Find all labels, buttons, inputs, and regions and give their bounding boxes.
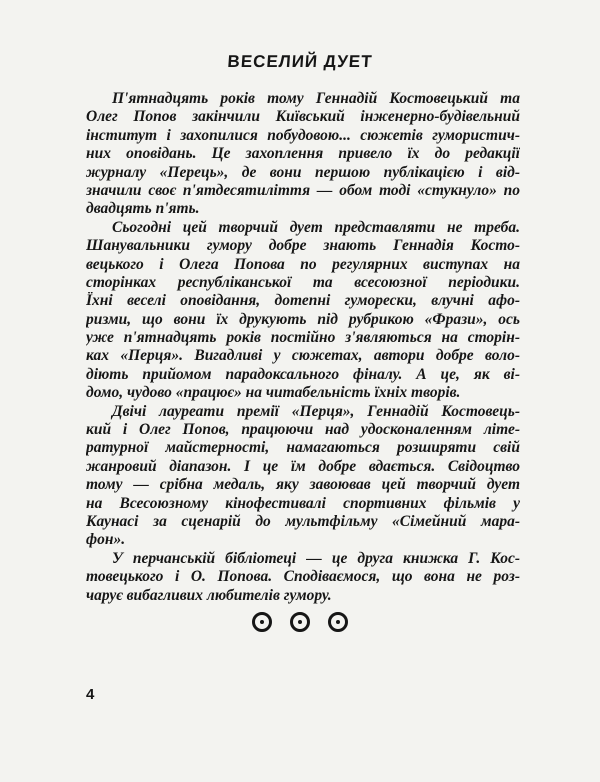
- page-title: ВЕСЕЛИЙ ДУЕТ: [226, 52, 374, 71]
- text-line: Каунасі за сценарій до мультфільму «Сімейний мара-: [86, 512, 520, 530]
- text-line: уже п'ятнадцять років постійно з'являються на сторін-: [86, 329, 520, 347]
- text-line: на Всесоюзному кінофестивалі спортивних фільмів у: [86, 494, 520, 512]
- text-line: домо, чудово «працює» на читабельність їхніх творів.: [86, 384, 461, 402]
- ring-ornament-icon: [252, 612, 272, 632]
- text-line: двадцять п'ять.: [86, 200, 200, 218]
- text-line: Шанувальники гумору добре знають Геннадія Косто-: [86, 237, 520, 255]
- text-line: діють прийомом парадоксального фіналу. А це, як ві-: [86, 365, 520, 383]
- text-line: вецького і Олега Попова по регулярних виступах на: [86, 255, 520, 273]
- text-line: Сьогодні цей творчий дует представляти не треба.: [112, 218, 520, 236]
- text-line: жанровий діапазон. І це їм добре вдається. Свідоцтво: [86, 457, 520, 475]
- text-line: ризми, що вони їх друкують під рубрикою «Фрази», ось: [86, 310, 520, 328]
- text-line: фон».: [86, 531, 126, 549]
- text-line: П'ятнадцять років тому Геннадій Костовецький та: [112, 90, 520, 107]
- text-line: тому — срібна медаль, яку завоював цей творчий дует: [86, 476, 520, 494]
- text-line: значили своє п'ятдесятиліття — обом тоді «стукнуло» по: [86, 181, 520, 199]
- page-number: 4: [86, 686, 95, 703]
- text-line: ках «Перця». Вигадливі у сюжетах, автори добре воло-: [86, 347, 520, 365]
- text-line: журналу «Перець», де вони першою публікацією і від-: [86, 163, 520, 181]
- text-line: них оповідань. Це захоплення привело їх до редакції: [86, 145, 520, 163]
- body-text: [86, 90, 520, 605]
- text-line: Їхні веселі оповідання, дотепні гуморески, влучні афо-: [86, 292, 520, 310]
- text-line: інститут і захопилися побудовою... сюжетів гумористич-: [86, 126, 520, 144]
- text-line: товецького і О. Попова. Сподіваємося, що вона не роз-: [86, 568, 520, 586]
- text-line: Двічі лауреати премії «Перця», Геннадій Костовець-: [112, 402, 520, 420]
- ornament-row: [0, 612, 600, 632]
- text-line: сторінках республіканської та всесоюзної періодики.: [86, 273, 520, 291]
- text-line: ратурної майстерності, намагаються розширяти свій: [86, 439, 520, 457]
- ring-ornament-icon: [328, 612, 348, 632]
- ring-ornament-icon: [290, 612, 310, 632]
- text-line: У перчанській бібліотеці — це друга книжка Г. Кос-: [112, 549, 520, 567]
- text-line: Олег Попов закінчили Київський інженерно-будівельний: [86, 108, 520, 126]
- text-line: кий і Олег Попов, працюючи над удосконаленням літе-: [86, 421, 520, 439]
- text-line: чарує вибагливих любителів гумору.: [86, 586, 332, 604]
